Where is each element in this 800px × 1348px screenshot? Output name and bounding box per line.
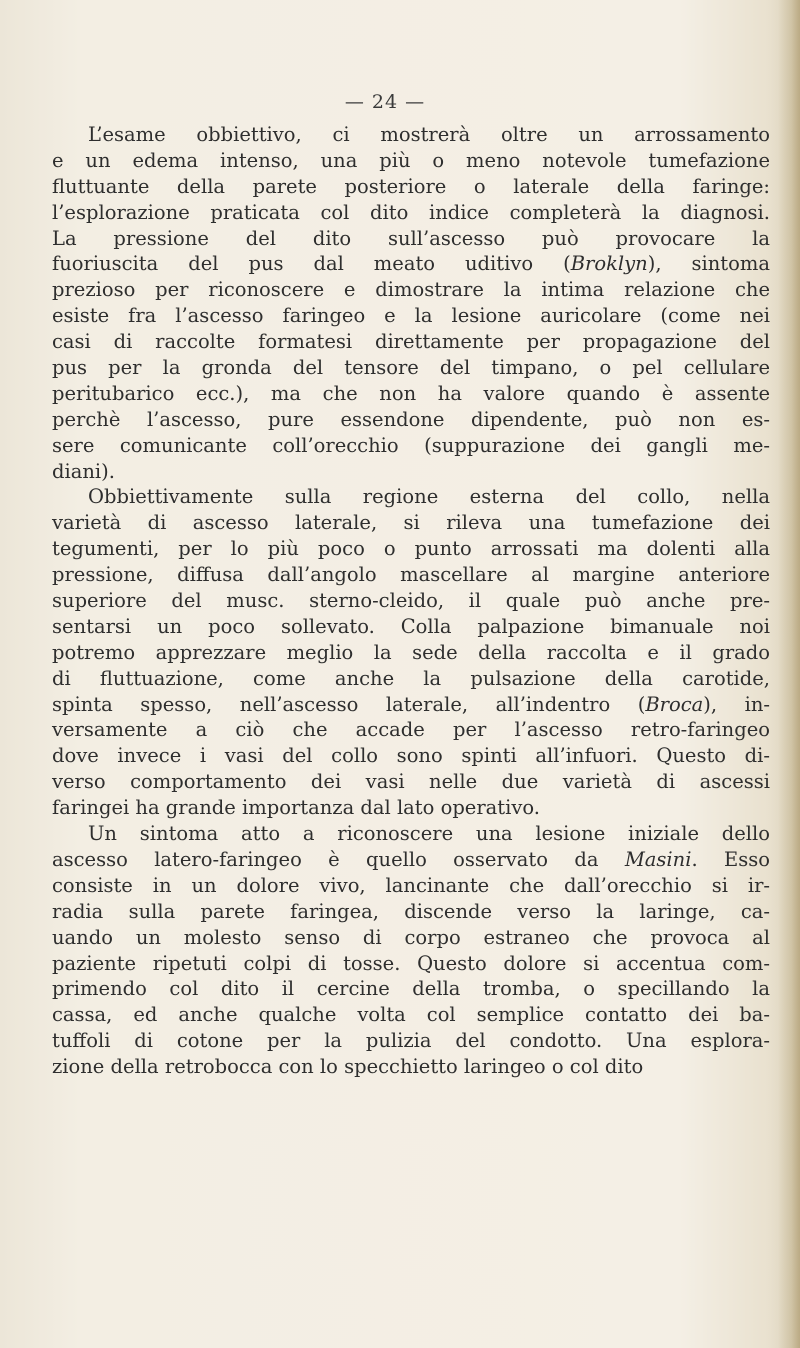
italic-name: Broca	[645, 692, 704, 716]
text-line: faringei ha grande importanza dal lato operativo.	[52, 796, 540, 820]
text-line: zione della retrobocca con lo specchietto laringeo o col dito	[52, 1055, 644, 1079]
text-line: casi di raccolte formatesi direttamente per propagazione del	[52, 330, 770, 354]
text-line: consiste in un dolore vivo, lancinante che dall’orecchio si ir-	[52, 873, 770, 897]
text-line: sentarsi un poco sollevato. Colla palpazione bimanuale noi	[52, 614, 770, 638]
text-line: pus per la gronda del tensore del timpano, o pel cellulare	[52, 356, 770, 380]
text-line: Obbiettivamente sulla regione esterna del collo, nella	[88, 485, 770, 509]
text-line: potremo apprezzare meglio la sede della raccolta e il grado	[52, 640, 770, 664]
text-line: di fluttuazione, come anche la pulsazione della carotide,	[52, 666, 770, 690]
text-line: prezioso per riconoscere e dimostrare la intima relazione che	[52, 278, 770, 302]
text-line: pressione, diffusa dall’angolo mascellare al margine anteriore	[52, 563, 770, 587]
text-line: peritubarico ecc.), ma che non ha valore quando è assente	[52, 381, 770, 405]
text-line: esiste fra l’ascesso faringeo e la lesione auricolare (come nei	[52, 304, 770, 328]
text-line: uando un molesto senso di corpo estraneo che provoca al	[52, 925, 770, 949]
text-line: fuoriuscita del pus dal meato uditivo (Broklyn), sintoma	[52, 252, 770, 276]
page-edge-shadow	[778, 0, 800, 1348]
italic-name: Broklyn	[570, 252, 648, 276]
text-line: La pressione del dito sull’ascesso può provocare la	[52, 226, 770, 250]
body-text	[52, 122, 770, 1080]
text-line: L’esame obbiettivo, ci mostrerà oltre un arrossamento	[88, 123, 770, 146]
page-number: — 24 —	[344, 91, 426, 113]
paragraph	[52, 484, 770, 821]
text-line: l’esplorazione praticata col dito indice completerà la diagnosi.	[52, 200, 770, 224]
text-line: radia sulla parete faringea, discende verso la laringe, ca-	[52, 899, 770, 923]
text-line: primendo col dito il cercine della tromba, o specillando la	[52, 977, 770, 1001]
text-line: dove invece i vasi del collo sono spinti all’infuori. Questo di-	[52, 744, 770, 768]
text-line: fluttuante della parete posteriore o laterale della faringe:	[52, 174, 770, 198]
text-line: superiore del musc. sterno-cleido, il quale può anche pre-	[52, 589, 770, 613]
text-line: tegumenti, per lo più poco o punto arrossati ma dolenti alla	[52, 537, 770, 561]
text-line: tuffoli di cotone per la pulizia del condotto. Una esplora-	[52, 1029, 770, 1053]
text-line: cassa, ed anche qualche volta col semplice contatto dei ba-	[52, 1003, 770, 1027]
text-line: perchè l’ascesso, pure essendone dipendente, può non es-	[52, 407, 770, 431]
text-line: e un edema intenso, una più o meno notevole tumefazione	[52, 148, 770, 172]
paragraph	[52, 122, 770, 484]
text-line: Un sintoma atto a riconoscere una lesione iniziale dello	[88, 822, 770, 846]
italic-name: Masini	[624, 847, 692, 871]
text-line: diani).	[52, 459, 115, 483]
text-line: sere comunicante coll’orecchio (suppurazione dei gangli me-	[52, 433, 770, 457]
text-line: paziente ripetuti colpi di tosse. Questo dolore si accentua com-	[52, 951, 770, 975]
text-line: verso comportamento dei vasi nelle due varietà di ascessi	[52, 770, 770, 794]
paragraph	[52, 821, 770, 1080]
text-line: spinta spesso, nell’ascesso laterale, all’indentro (Broca), in-	[52, 692, 770, 716]
text-line: varietà di ascesso laterale, si rileva una tumefazione dei	[52, 511, 770, 535]
text-line: versamente a ciò che accade per l’ascesso retro-faringeo	[52, 718, 770, 742]
text-line: ascesso latero-faringeo è quello osservato da Masini. Esso	[52, 847, 770, 871]
